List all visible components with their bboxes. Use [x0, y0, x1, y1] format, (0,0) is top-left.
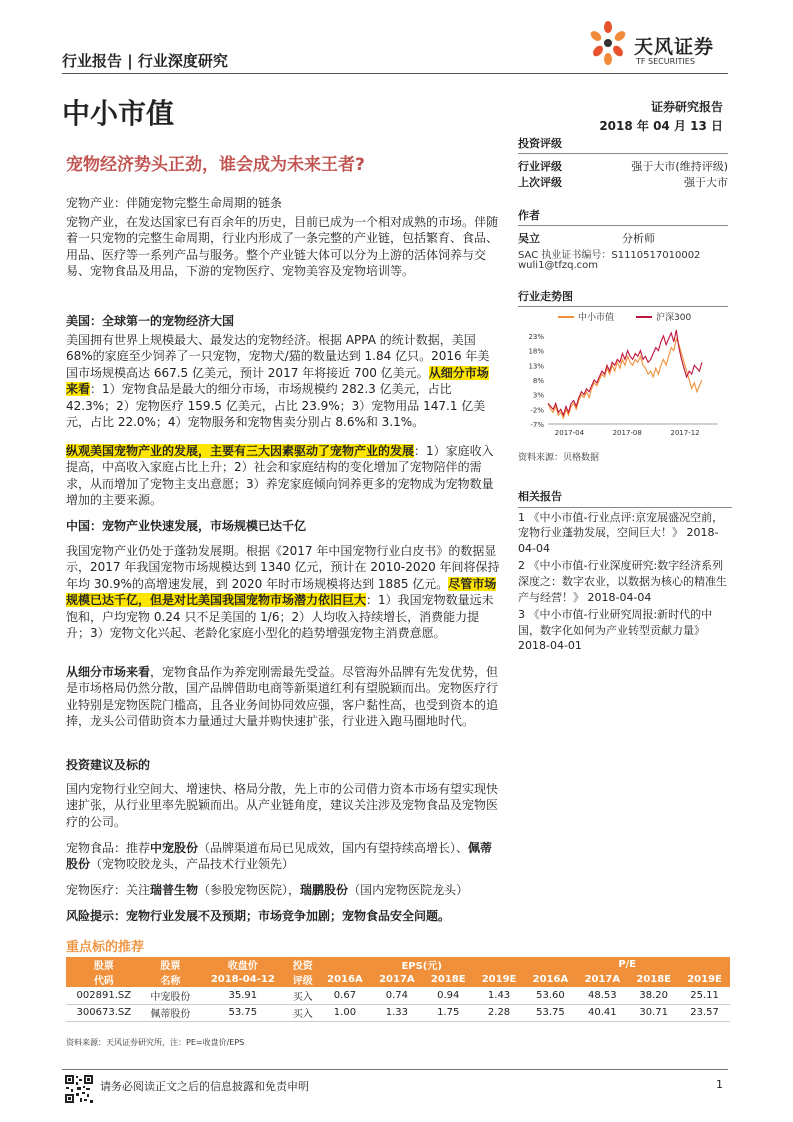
author-panel: [518, 207, 728, 274]
table-cell: 买入: [287, 987, 319, 1004]
industry-rating-label: 行业评级: [518, 160, 562, 173]
highlight-text: 从细分市场来看: [66, 365, 489, 397]
table-cell: 53.75: [524, 1004, 576, 1021]
y-tick-label: 18%: [528, 347, 544, 356]
section-heading: 宠物产业：伴随宠物完整生命周期的链条: [66, 196, 283, 210]
y-tick-label: 13%: [528, 362, 544, 371]
paragraph-text: （参股宠物医院），: [198, 883, 301, 897]
rating-head: 投资评级: [518, 135, 728, 154]
flower-logo-icon: [584, 18, 632, 68]
related-reports: [518, 489, 732, 654]
table-cell: 25.11: [679, 987, 730, 1004]
col-head: 股票: [66, 957, 142, 972]
col-head: P/E: [524, 957, 730, 972]
table-cell: 002891.SZ: [66, 987, 142, 1004]
chart-series: [548, 330, 702, 418]
paragraph: [66, 443, 500, 509]
x-axis: [555, 429, 700, 437]
y-tick-label: 8%: [532, 376, 544, 385]
table-cell: 0.67: [319, 987, 371, 1004]
stock-name: 中宠股份: [150, 841, 199, 855]
table-cell: 35.91: [199, 987, 286, 1004]
series-line-csi300: [548, 330, 702, 415]
col-head: 2019E: [679, 972, 730, 987]
table-footnote: 资料来源：天风证券研究所，注：PE=收盘价/EPS: [66, 1038, 245, 1047]
last-rating-value: 强于大市: [684, 176, 728, 189]
stock-name: 瑞鹏股份: [300, 883, 349, 897]
author-sac: SAC 执业证书编号：S1110517010002: [518, 250, 701, 261]
col-head: 2016A: [524, 972, 576, 987]
table-cell: 1.43: [474, 987, 525, 1004]
col-head: 2018E: [628, 972, 679, 987]
table-cell: 1.00: [319, 1004, 371, 1021]
author-name: 吴立: [518, 232, 540, 245]
trend-chart-svg: [518, 306, 730, 442]
paragraph-text: ：1）我国宠物数量远未饱和，户均宠物 0.24 只不足美国的 1/6；2）人均收入持续增长，消费能力提升；3）宠物文化兴起、老龄化家庭小型化的趋势增强宠物主消费意愿。: [66, 593, 494, 641]
paragraph-text: 宠物产业，在发达国家已有百余年的历史，目前已成为一个相对成熟的市场。伴随着一只宠物的完整生命周期，行业内形成了一条完整的产业链，包括繁育、食品、用品、医疗等一系列产品与服务。整个产业链大体可以分为上游的活体饲养与交易、宠物食品及用品，下游的宠物医疗、宠物美容及宠物培训等。: [66, 215, 499, 279]
rating-panel: [518, 135, 728, 190]
x-tick-label: 2017-04: [554, 429, 585, 437]
company-name-en: TF SECURITIES: [636, 57, 695, 66]
header-divider: [62, 73, 728, 74]
table-cell: 48.53: [576, 987, 628, 1004]
y-tick-label: -2%: [530, 406, 544, 415]
footer-divider: [62, 1069, 728, 1070]
paragraph-text: 我国宠物产业仍处于蓬勃发展期。根据《2017 年中国宠物行业白皮书》的数据显示，2017 年我国宠物市场规模达到 1340 亿元，预计在 2010-2020 年间将保持年均 30.9%的高增速发展，到 2020 年时市场规模将达到 1885 亿元。: [66, 544, 500, 591]
paragraph: [66, 543, 500, 641]
y-tick-label: -7%: [530, 421, 544, 429]
stock-table: [66, 957, 730, 1022]
y-tick-label: 23%: [528, 332, 544, 341]
chart-source: 资料来源：贝格数据: [518, 453, 600, 463]
paragraph: [66, 332, 500, 430]
col-head: 收盘价: [199, 957, 286, 972]
paragraph-text: 国内宠物行业空间大、增速快、格局分散，先上市的公司借力资本市场有望实现快速扩张，从行业里率先脱颖而出。从产业链角度，建议关注涉及宠物食品及宠物医疗的公司。: [66, 782, 499, 829]
legend-label-b: 沪深300: [656, 313, 692, 323]
table-cell: 买入: [287, 1004, 319, 1021]
sector-title: 中小市值: [62, 97, 175, 130]
industry-rating-value: 强于大市(维持评级): [631, 160, 728, 173]
col-head: 评级: [287, 972, 319, 987]
chart-legend: [558, 311, 691, 323]
table-cell: 中宠股份: [142, 987, 199, 1004]
qr-code-icon[interactable]: [64, 1074, 94, 1104]
bold-text: 从细分市场来看: [66, 665, 151, 679]
paragraph-text: （品牌渠道布局已见成效，国内有望持续高增长）、: [198, 841, 469, 855]
table-cell: 300673.SZ: [66, 1004, 142, 1021]
col-head: 2017A: [371, 972, 423, 987]
x-tick-label: 2017-08: [612, 429, 642, 437]
report-date: 2018 年 04 月 13 日: [599, 119, 723, 133]
table-cell: 38.20: [628, 987, 679, 1004]
table-title: 重点标的推荐: [66, 940, 145, 955]
paragraph: [66, 214, 500, 280]
table-cell: 53.75: [199, 1004, 286, 1021]
col-head: 股票: [142, 957, 199, 972]
author-email[interactable]: wuli1@tfzq.com: [518, 260, 599, 271]
col-head: 2016A: [319, 972, 371, 987]
col-head: 代码: [66, 972, 142, 987]
paragraph-text: ：1）宠物食品是最大的细分市场，市场规模约 282.3 亿美元，占比 42.3%；2）宠物医疗 159.5 亿美元，占比 23.9%；3）宠物用品 147.1 亿美元，占比 22.0%；4）宠物服务和宠物售卖分别占 8.6%和 3.1%。: [66, 382, 486, 430]
table-cell: 2.28: [474, 1004, 525, 1021]
paragraph: [66, 664, 500, 730]
author-role: 分析师: [622, 232, 655, 245]
series-line-small-cap: [548, 339, 702, 418]
paragraph-text: ：1）家庭收入提高，中高收入家庭占比上升；2）社会和家庭结构的变化增加了宠物陪伴的需求，从而增加了宠物主支出意愿；3）养宠家庭倾向饲养更多的宠物成为宠物数量增加的主要来源。: [66, 444, 494, 508]
paragraph-text: 美国拥有世界上规模最大、最发达的宠物经济。根据 APPA 的统计数据，美国 68%的家庭至少饲养了一只宠物，宠物犬/猫的数量达到 1.84 亿只。2016 年美国市场规模高达 667.5 亿美元，预计 2017 年将接近 700 亿美元。: [66, 333, 490, 380]
report-title: 宠物经济势头正劲，谁会成为未来王者?: [66, 155, 365, 175]
paragraph-text: ，宠物食品作为养宠刚需最先受益。尽管海外品牌有先发优势，但是市场格局仍然分散，国产品牌借助电商等新渠道红利有望脱颖而出。宠物医疗行业特别是宠物医院门槛高，且各业务间协同效应强，客户黏性高，也受到资本的追捧，龙头公司借助资本力量通过大量并购快速扩张，行业进入跑马圈地时代。: [66, 665, 499, 729]
stock-name: 佩蒂股份: [66, 841, 493, 872]
table-row: [66, 1004, 730, 1021]
x-tick-label: 2017-12: [670, 429, 700, 437]
table-cell: 30.71: [628, 1004, 679, 1021]
footer-disclaimer: 请务必阅读正文之后的信息披露和免责申明: [100, 1080, 309, 1093]
paragraph: [66, 882, 500, 898]
chart-head: 行业走势图: [518, 288, 728, 307]
paragraph-text: 宠物食品：推荐: [66, 841, 151, 855]
table-cell: 53.60: [524, 987, 576, 1004]
trend-chart: [518, 306, 730, 442]
paragraph: [66, 840, 500, 873]
col-head: 投资: [287, 957, 319, 972]
table-header-row: [66, 957, 730, 972]
author-head: 作者: [518, 207, 728, 226]
table-cell: 40.41: [576, 1004, 628, 1021]
related-item[interactable]: 3 《中小市值-行业研究周报:新时代的中国，数字化如何为产业转型贡献力量》 2018-04-01: [518, 608, 713, 653]
highlight-text: 尽管市场规模已达千亿，但是对比美国我国宠物市场潜力依旧巨大: [66, 576, 497, 608]
col-head: 2017A: [576, 972, 628, 987]
report-category: 行业报告 | 行业深度研究: [62, 52, 228, 70]
col-head: 2018-04-12: [199, 972, 286, 987]
table-cell: 23.57: [679, 1004, 730, 1021]
table-cell: 0.74: [371, 987, 423, 1004]
company-logo: [584, 18, 734, 68]
chart-head-wrap: [518, 288, 728, 307]
risk-warning: 风险提示：宠物行业发展不及预期；市场竞争加剧；宠物食品安全问题。: [66, 909, 451, 923]
legend-label-a: 中小市值: [578, 313, 615, 323]
table-row: [66, 987, 730, 1004]
last-rating-label: 上次评级: [518, 176, 562, 189]
related-item[interactable]: 2 《中小市值-行业深度研究:数字经济系列深度之：数字农业，以数据为核心的精准生产与经营！》 2018-04-04: [518, 559, 727, 604]
col-head: 2018E: [423, 972, 474, 987]
related-head: 相关报告: [518, 489, 732, 508]
paragraph: [66, 781, 500, 830]
paragraph-text: （国内宠物医院龙头）: [348, 883, 469, 897]
y-tick-label: 3%: [532, 391, 544, 400]
page-number: 1: [716, 1078, 723, 1091]
col-head: EPS(元): [319, 957, 524, 972]
highlight-text: 纵观美国宠物产业的发展，主要有三大因素驱动了宠物产业的发展: [66, 444, 415, 458]
table-cell: 1.75: [423, 1004, 474, 1021]
section-heading: 投资建议及标的: [66, 758, 151, 772]
paragraph-text: 宠物医疗：关注: [66, 883, 151, 897]
company-name-cn: 天风证券: [634, 36, 715, 58]
stock-name: 瑞普生物: [150, 883, 199, 897]
col-head: 2019E: [474, 972, 525, 987]
section-heading: 美国：全球第一的宠物经济大国: [66, 314, 235, 328]
table-cell: 佩蒂股份: [142, 1004, 199, 1021]
table-header-row: [66, 972, 730, 987]
table-cell: 1.33: [371, 1004, 423, 1021]
paragraph-text: （宠物咬胶龙头，产品技术行业领先）: [90, 857, 295, 872]
section-heading: 中国：宠物产业快速发展，市场规模已达千亿: [66, 519, 307, 533]
col-head: 名称: [142, 972, 199, 987]
related-item[interactable]: 1 《中小市值-行业点评:京宠展盛况空前，宠物行业蓬勃发展，空间巨大！》 2018-04-04: [518, 510, 724, 555]
table-cell: 0.94: [423, 987, 474, 1004]
report-type: 证券研究报告: [650, 100, 723, 114]
table-body: [66, 987, 730, 1021]
